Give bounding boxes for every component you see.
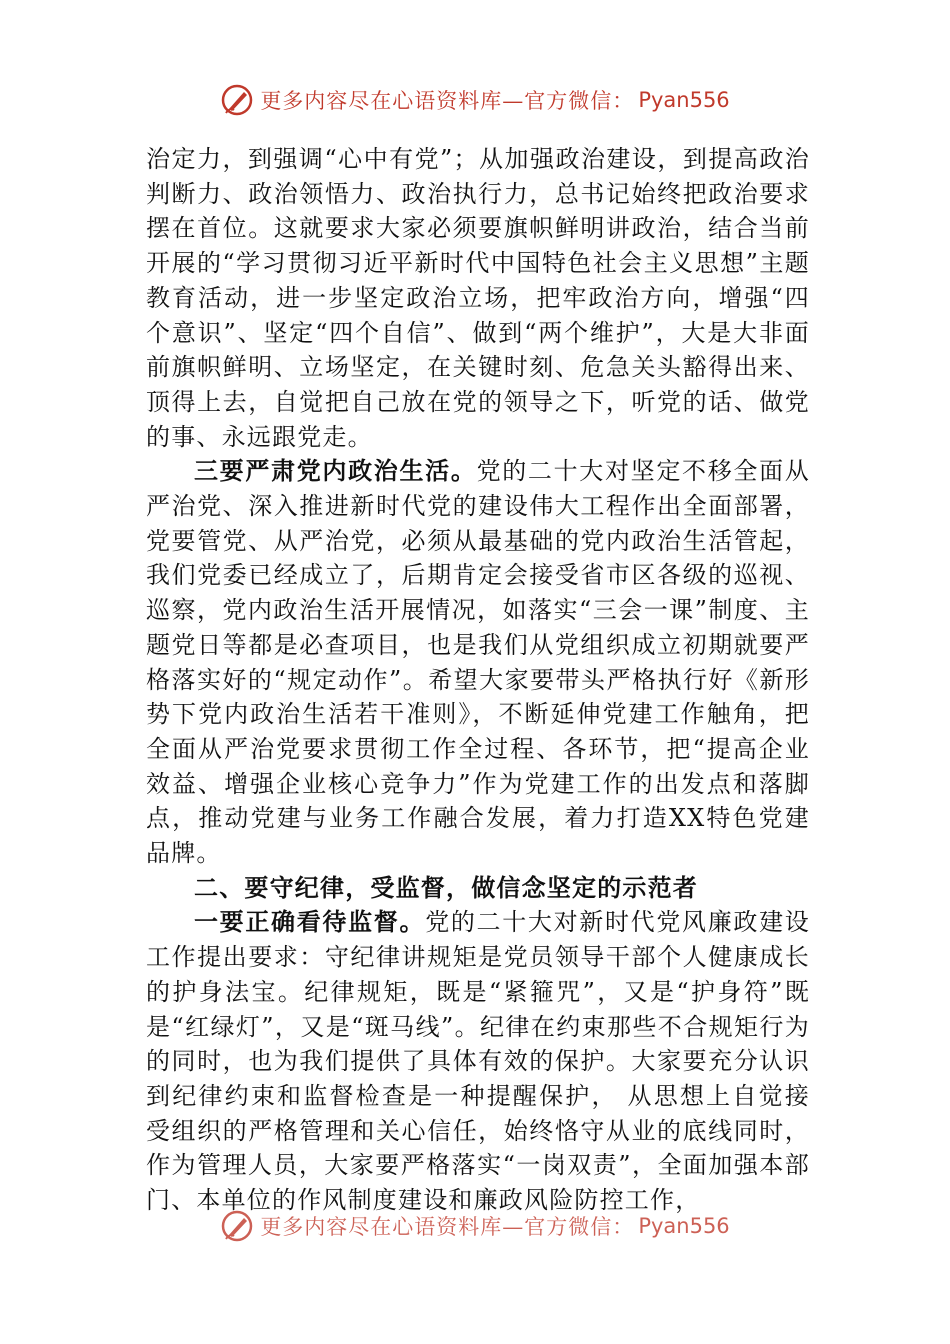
header-watermark bbox=[0, 80, 950, 120]
pen-logo-icon bbox=[220, 83, 254, 117]
paragraph-lead: 三要严肃党内政治生活。 bbox=[194, 456, 477, 486]
paragraph bbox=[146, 905, 810, 1217]
watermark-text: 更多内容尽在心语资料库—官方微信： bbox=[260, 89, 635, 113]
section-heading: 二、要守纪律，受监督，做信念坚定的示范者 bbox=[194, 872, 698, 902]
watermark-text: 更多内容尽在心语资料库—官方微信： bbox=[260, 1215, 635, 1239]
paragraph-body: 党的二十大对新时代党风廉政建设工作提出要求：守纪律讲规矩是党员领导干部个人健康成长的护身法宝。纪律规矩，既是“紧箍咒”，又是“护身符”既是“红绿灯”，又是“斑马线”。纪律在约束那些不合规矩行为的同时，也为我们提供了具体有效的保护。大家要充分认识到纪律约束和监督检查是一种提醒保护， 从思想上自觉接受组织的严格管理和关心信任，始终恪守从业的底线同时，作为管理人员，大家要严格落实“一岗双责”，全面加强本部门、本单位的作风制度建设和廉政风险防控工作， bbox=[146, 908, 810, 1215]
paragraph bbox=[146, 454, 810, 870]
document-body bbox=[146, 142, 810, 1218]
watermark-id: Pyan556 bbox=[638, 1214, 730, 1238]
pen-logo-icon bbox=[220, 1209, 254, 1243]
paragraph-body: 党的二十大对坚定不移全面从严治党、深入推进新时代党的建设伟大工程作出全面部署，党要管党、从严治党，必须从最基础的党内政治生活管起，我们党委已经成立了，后期肯定会接受省市区各级的巡视、巡察，党内政治生活开展情况，如落实“三会一课”制度、主题党日等都是必查项目，也是我们从党组织成立初期就要严格落实好的“规定动作”。希望大家要带头严格执行好《新形势下党内政治生活若干准则》，不断延伸党建工作触角，把全面从严治党要求贯彻工作全过程、各环节，把“提高企业效益、增强企业核心竞争力”作为党建工作的出发点和落脚点，推动党建与业务工作融合发展，着力打造XX特色党建品牌。 bbox=[146, 457, 810, 868]
paragraph-lead: 一要正确看待监督。 bbox=[194, 907, 426, 937]
footer-watermark bbox=[0, 1206, 950, 1246]
watermark-id: Pyan556 bbox=[638, 88, 730, 112]
paragraph: 治定力，到强调“心中有党”；从加强政治建设，到提高政治判断力、政治领悟力、政治执行力，总书记始终把政治要求摆在首位。这就要求大家必须要旗帜鲜明讲政治，结合当前开展的“学习贯彻习近平新时代中国特色社会主义思想”主题教育活动，进一步坚定政治立场，把牢政治方向，增强“四个意识”、坚定“四个自信”、做到“两个维护”，大是大非面前旗帜鲜明、立场坚定，在关键时刻、危急关头豁得出来、顶得上去，自觉把自己放在党的领导之下，听党的话、做党的事、永远跟党走。 bbox=[146, 145, 810, 451]
